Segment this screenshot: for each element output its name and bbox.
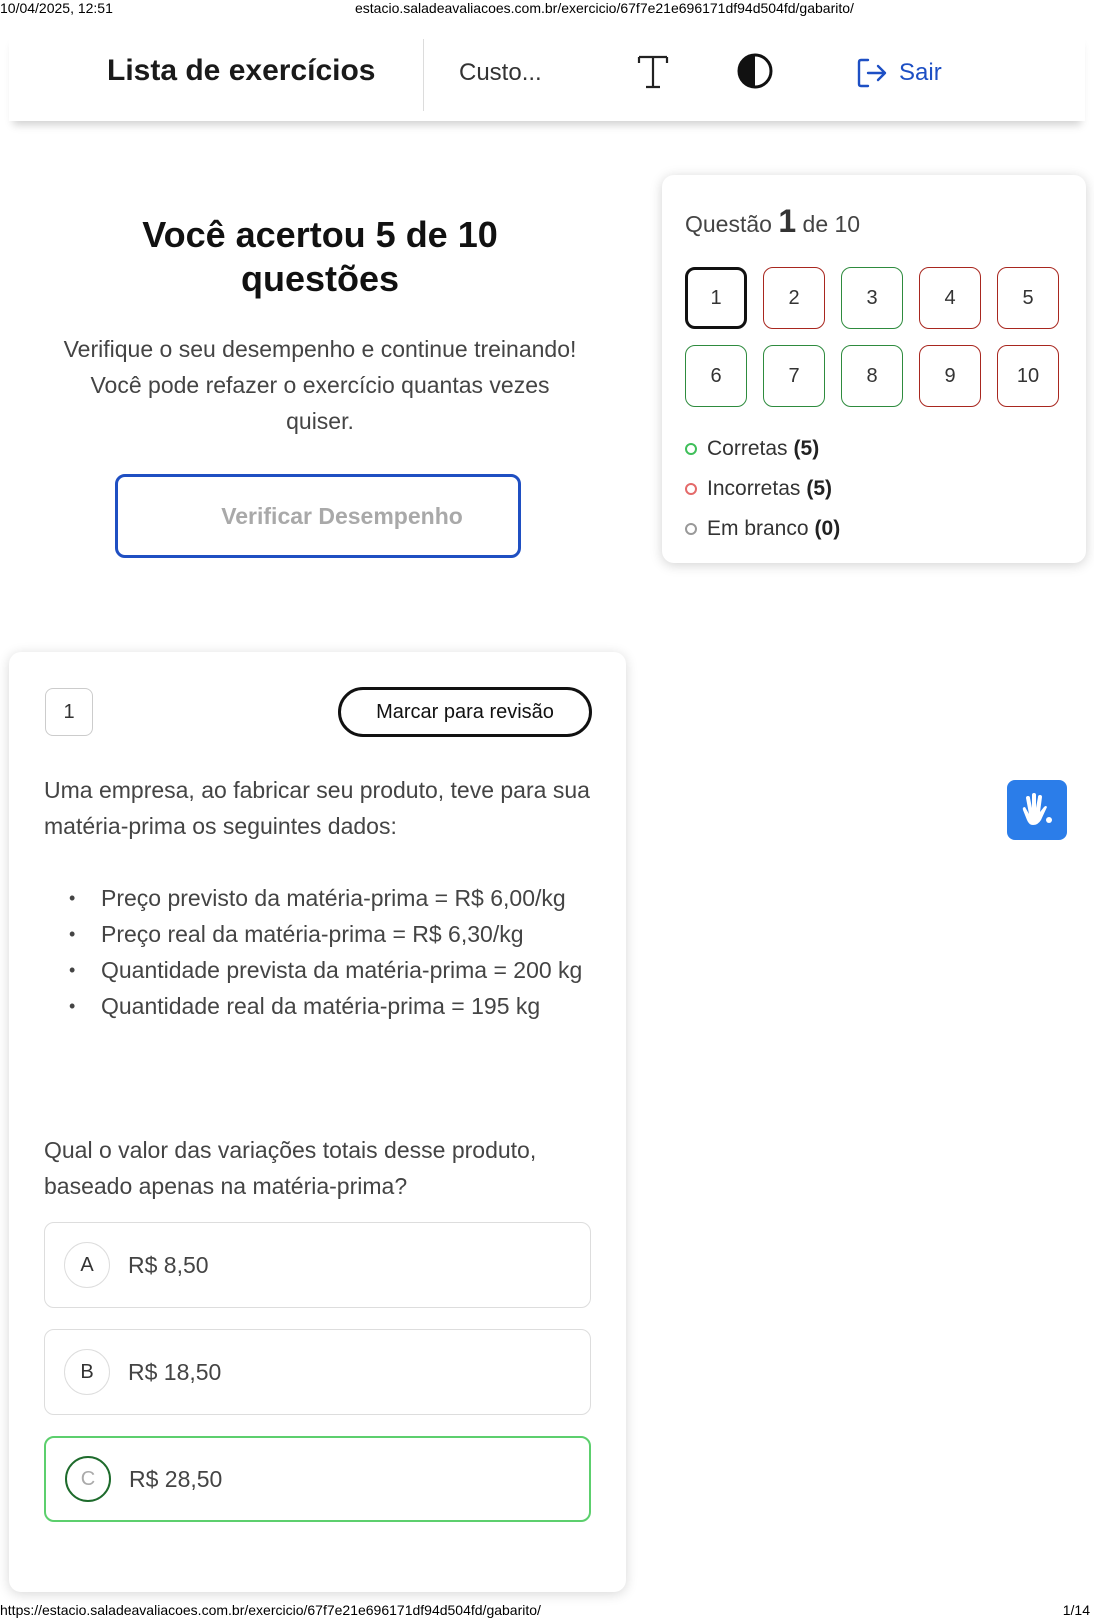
- wrong-dot-icon: [685, 483, 697, 495]
- option-text: R$ 8,50: [128, 1251, 209, 1278]
- question-nav-9[interactable]: 9: [919, 345, 981, 407]
- legend-correct-label: Corretas: [707, 437, 788, 460]
- option-c[interactable]: [44, 1436, 591, 1522]
- option-text: R$ 28,50: [129, 1465, 223, 1492]
- legend-wrong: [685, 469, 840, 509]
- question-nav-7[interactable]: 7: [763, 345, 825, 407]
- logout-button[interactable]: [855, 53, 942, 93]
- text-size-icon[interactable]: [631, 49, 675, 93]
- question-nav-10[interactable]: 10: [997, 345, 1059, 407]
- contrast-icon[interactable]: [733, 49, 777, 93]
- verify-performance-button[interactable]: Verificar Desempenho: [115, 474, 521, 558]
- mark-for-review-button[interactable]: Marcar para revisão: [338, 687, 592, 737]
- result-text: Verifique o seu desempenho e continue treinando! Você pode refazer o exercício quantas vezes quiser.: [63, 336, 577, 434]
- print-footer: [0, 1602, 1094, 1622]
- option-letter: A: [64, 1242, 110, 1288]
- page-title: Lista de exercícios: [107, 54, 376, 87]
- legend-wrong-count: (5): [806, 477, 833, 500]
- blank-dot-icon: [685, 523, 697, 535]
- question-statement: Uma empresa, ao fabricar seu produto, teve para sua matéria-prima os seguintes dados:: [44, 777, 590, 839]
- legend-blank: [685, 509, 840, 549]
- data-list: [69, 880, 609, 1024]
- counter-suffix: de 10: [802, 211, 861, 237]
- correct-dot-icon: [685, 443, 697, 455]
- list-item: • Quantidade prevista da matéria-prima = 200 kg: [69, 952, 609, 988]
- logout-label: Sair: [899, 59, 942, 86]
- legend-correct: [685, 429, 840, 469]
- option-a[interactable]: [44, 1222, 591, 1308]
- counter-current: 1: [778, 203, 797, 239]
- question-nav-6[interactable]: 6: [685, 345, 747, 407]
- print-header: [0, 0, 1094, 18]
- question-nav-8[interactable]: 8: [841, 345, 903, 407]
- question-nav-4[interactable]: 4: [919, 267, 981, 329]
- header-divider: [423, 39, 424, 111]
- question-navigator: [662, 175, 1086, 563]
- print-url-header: estacio.saladeavaliacoes.com.br/exercicio/67f7e21e696171df94d504fd/gabarito/: [355, 0, 854, 16]
- legend-correct-count: (5): [793, 437, 820, 460]
- option-b[interactable]: [44, 1329, 591, 1415]
- legend-wrong-label: Incorretas: [707, 477, 801, 500]
- logout-icon: [855, 56, 889, 90]
- status-legend: [685, 429, 840, 549]
- question-grid: [685, 267, 1059, 407]
- list-item: • Preço previsto da matéria-prima = R$ 6,00/kg: [69, 880, 609, 916]
- result-title: Você acertou 5 de 10 questões: [142, 214, 498, 299]
- sign-language-icon: [1017, 790, 1057, 830]
- top-bar: [9, 33, 1085, 121]
- option-letter: B: [64, 1349, 110, 1395]
- sign-language-button[interactable]: [1007, 780, 1067, 840]
- question-nav-1[interactable]: 1: [685, 267, 747, 329]
- print-datetime: 10/04/2025, 12:51: [0, 0, 113, 16]
- list-item: • Quantidade real da matéria-prima = 195 kg: [69, 988, 609, 1024]
- question-nav-5[interactable]: 5: [997, 267, 1059, 329]
- question-counter: [685, 203, 860, 240]
- print-page-number: 1/14: [1062, 1602, 1090, 1618]
- question-card: [9, 652, 626, 1592]
- legend-blank-label: Em branco: [707, 517, 809, 540]
- print-url-footer: https://estacio.saladeavaliacoes.com.br/exercicio/67f7e21e696171df94d504fd/gabarito/: [0, 1602, 541, 1618]
- question-number: 1: [45, 688, 93, 736]
- option-letter: C: [65, 1456, 111, 1502]
- legend-blank-count: (0): [814, 517, 841, 540]
- question-nav-2[interactable]: 2: [763, 267, 825, 329]
- course-name[interactable]: Custo...: [459, 59, 542, 86]
- list-item: • Preço real da matéria-prima = R$ 6,30/kg: [69, 916, 609, 952]
- question-nav-3[interactable]: 3: [841, 267, 903, 329]
- result-summary: [60, 213, 580, 439]
- counter-prefix: Questão: [685, 211, 772, 237]
- option-text: R$ 18,50: [128, 1358, 222, 1385]
- question-prompt: Qual o valor das variações totais desse produto, baseado apenas na matéria-prima?: [44, 1137, 537, 1199]
